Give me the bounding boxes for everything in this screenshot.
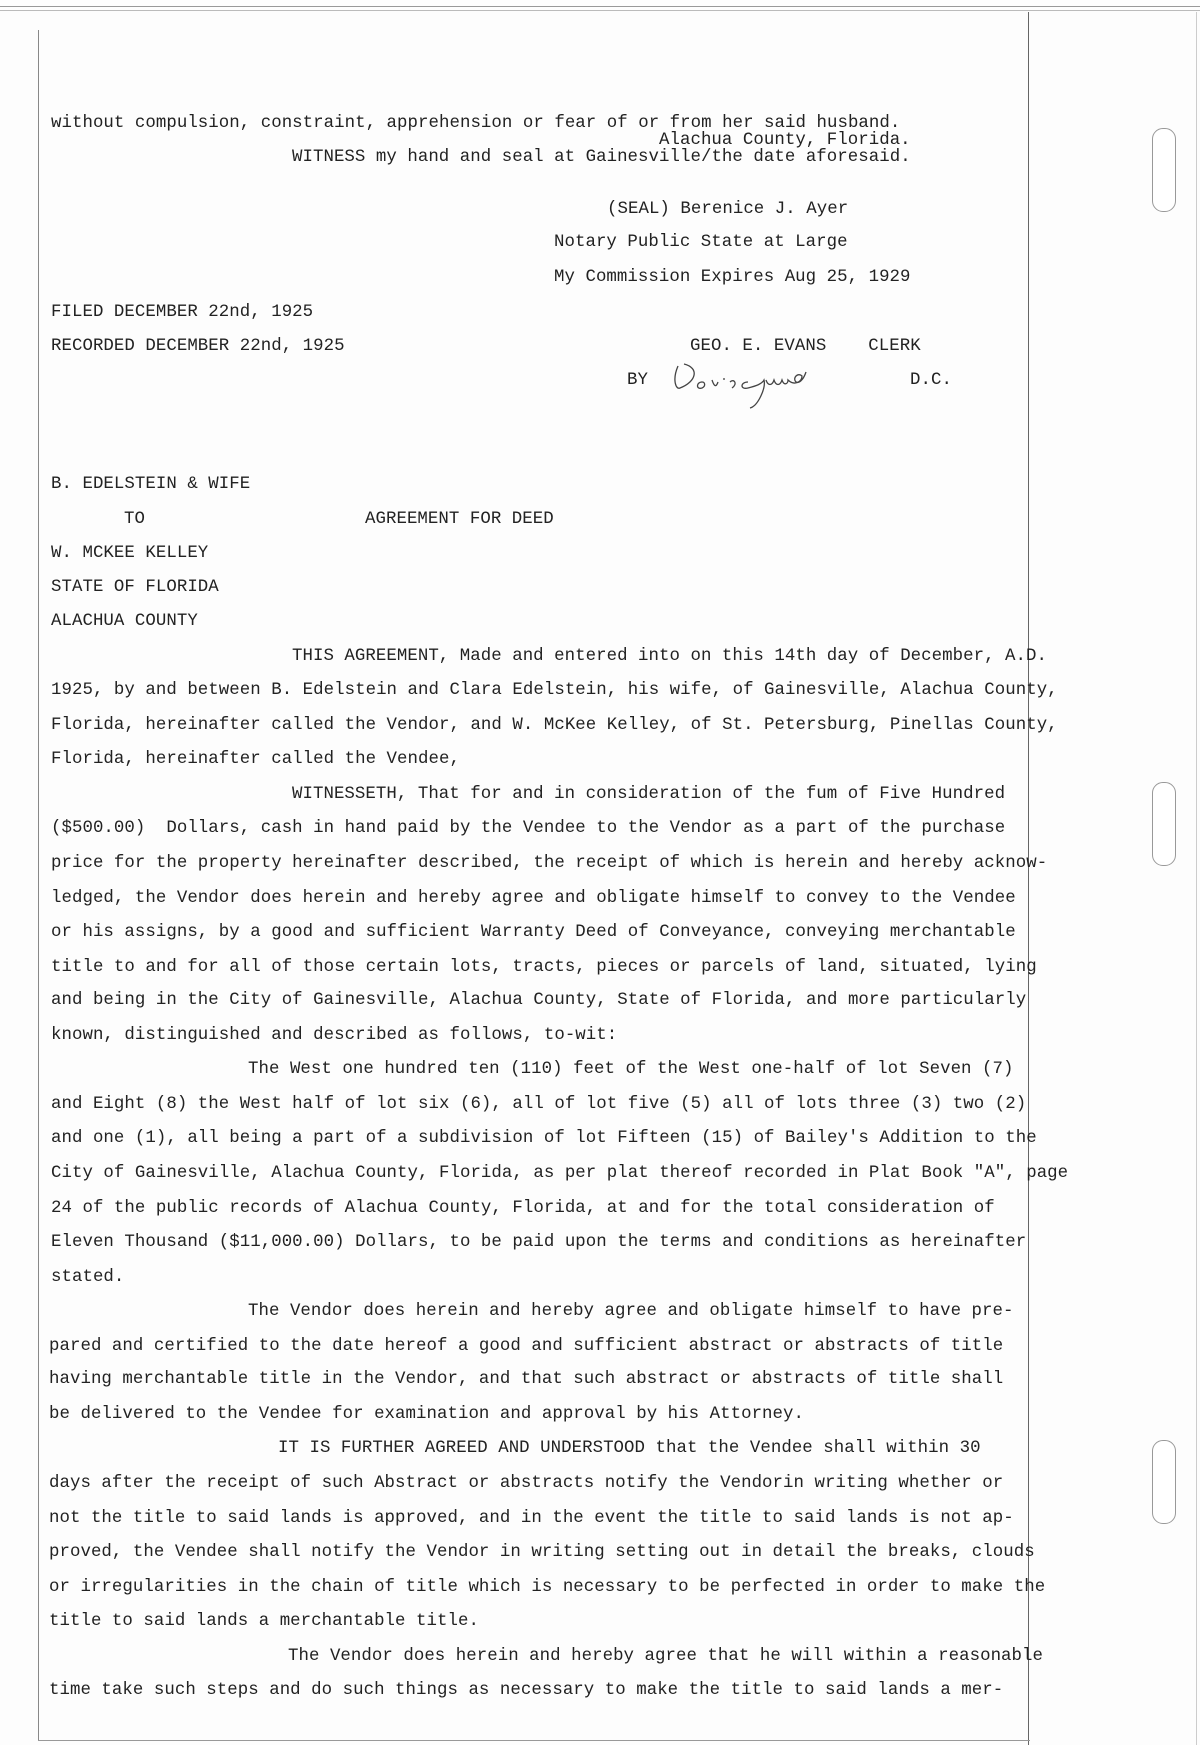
body-line: The Vendor does herein and hereby agree and obligate himself to have pre- — [248, 1302, 1014, 1321]
body-line: ledged, the Vendor does herein and hereby agree and obligate himself to convey to the Vendee — [51, 889, 1016, 908]
notary-title: Notary Public State at Large — [554, 233, 848, 252]
to-label: TO — [124, 510, 145, 529]
punch-hole — [1152, 782, 1176, 866]
body-line: The West one hundred ten (110) feet of the West one-half of lot Seven (7) — [248, 1060, 1014, 1079]
document-title: AGREEMENT FOR DEED — [365, 510, 554, 529]
body-line: title to and for all of those certain lots, tracts, pieces or parcels of land, situated, lying — [51, 958, 1037, 977]
body-line: having merchantable title in the Vendor, and that such abstract or abstracts of title shall — [49, 1370, 1004, 1389]
body-line: IT IS FURTHER AGREED AND UNDERSTOOD that the Vendee shall within 30 — [278, 1439, 981, 1458]
grantor: B. EDELSTEIN & WIFE — [51, 475, 251, 494]
bottom-border — [38, 1740, 1030, 1741]
body-line: or his assigns, by a good and sufficient Warranty Deed of Conveyance, conveying merchantable — [51, 923, 1016, 942]
top-border-inner — [0, 10, 1200, 11]
body-line: The Vendor does herein and hereby agree that he will within a reasonable — [288, 1647, 1043, 1666]
handwritten-signature — [670, 360, 850, 410]
deputy-clerk-label: D.C. — [910, 371, 952, 390]
body-line: WITNESSETH, That for and in consideration of the fum of Five Hundred — [292, 785, 1006, 804]
body-line: be delivered to the Vendee for examination and approval by his Attorney. — [49, 1405, 804, 1424]
body-line: and one (1), all being a part of a subdivision of lot Fifteen (15) of Bailey's Addition to the — [51, 1129, 1037, 1148]
body-line: not the title to said lands is approved, and in the event the title to said lands is not ap- — [49, 1509, 1014, 1528]
body-line: THIS AGREEMENT, Made and entered into on this 14th day of December, A.D. — [292, 647, 1047, 666]
right-margin-line — [1028, 12, 1029, 1745]
recorded-date: RECORDED DECEMBER 22nd, 1925 — [51, 337, 345, 356]
body-line: ($500.00) Dollars, cash in hand paid by the Vendee to the Vendor as a part of the purchase — [51, 819, 1006, 838]
body-line: City of Gainesville, Alachua County, Florida, as per plat thereof recorded in Plat Book "A", page — [51, 1164, 1069, 1183]
body-line: and Eight (8) the West half of lot six (6), all of lot five (5) all of lots three (3) two (2) — [51, 1095, 1027, 1114]
body-line: stated. — [51, 1268, 125, 1287]
witness-line: WITNESS my hand and seal at Gainesville/the date aforesaid. — [292, 148, 911, 167]
county-label: ALACHUA COUNTY — [51, 612, 198, 631]
state-label: STATE OF FLORIDA — [51, 578, 219, 597]
body-line: title to said lands a merchantable title. — [49, 1612, 479, 1631]
body-line: Florida, hereinafter called the Vendor, and W. McKee Kelley, of St. Petersburg, Pinellas County, — [51, 716, 1058, 735]
filed-date: FILED DECEMBER 22nd, 1925 — [51, 303, 314, 322]
left-margin-line — [38, 30, 39, 1740]
commission-expiry: My Commission Expires Aug 25, 1929 — [554, 268, 911, 287]
body-line: price for the property hereinafter described, the receipt of which is herein and hereby acknow- — [51, 854, 1048, 873]
top-border — [0, 6, 1200, 7]
body-line: days after the receipt of such Abstract or abstracts notify the Vendorin writing whether or — [49, 1474, 1004, 1493]
clerk-name: GEO. E. EVANS CLERK — [690, 337, 921, 356]
body-line: known, distinguished and described as follows, to-wit: — [51, 1026, 618, 1045]
text-line: without compulsion, constraint, apprehension or fear of or from her said husband. — [51, 114, 901, 133]
body-line: 1925, by and between B. Edelstein and Clara Edelstein, his wife, of Gainesville, Alachua County, — [51, 681, 1058, 700]
body-line: pared and certified to the date hereof a good and sufficient abstract or abstracts of title — [49, 1337, 1004, 1356]
body-line: Eleven Thousand ($11,000.00) Dollars, to be paid upon the terms and conditions as hereinafter — [51, 1233, 1027, 1252]
body-line: 24 of the public records of Alachua County, Florida, at and for the total consideration of — [51, 1199, 995, 1218]
body-line: and being in the City of Gainesville, Alachua County, State of Florida, and more particularly — [51, 991, 1027, 1010]
punch-hole — [1152, 128, 1176, 212]
punch-hole — [1152, 1440, 1176, 1524]
page-edge — [1196, 12, 1197, 1745]
body-line: Florida, hereinafter called the Vendee, — [51, 750, 460, 769]
notary-name: (SEAL) Berenice J. Ayer — [607, 200, 849, 219]
by-label: BY — [627, 371, 648, 390]
notary-county: Alachua County, Florida. — [659, 131, 911, 150]
grantee: W. MCKEE KELLEY — [51, 544, 209, 563]
body-line: time take such steps and do such things as necessary to make the title to said lands a mer- — [49, 1681, 1004, 1700]
body-line: proved, the Vendee shall notify the Vendor in writing setting out in detail the breaks, clouds — [49, 1543, 1035, 1562]
body-line: or irregularities in the chain of title which is necessary to be perfected in order to make the — [49, 1578, 1046, 1597]
